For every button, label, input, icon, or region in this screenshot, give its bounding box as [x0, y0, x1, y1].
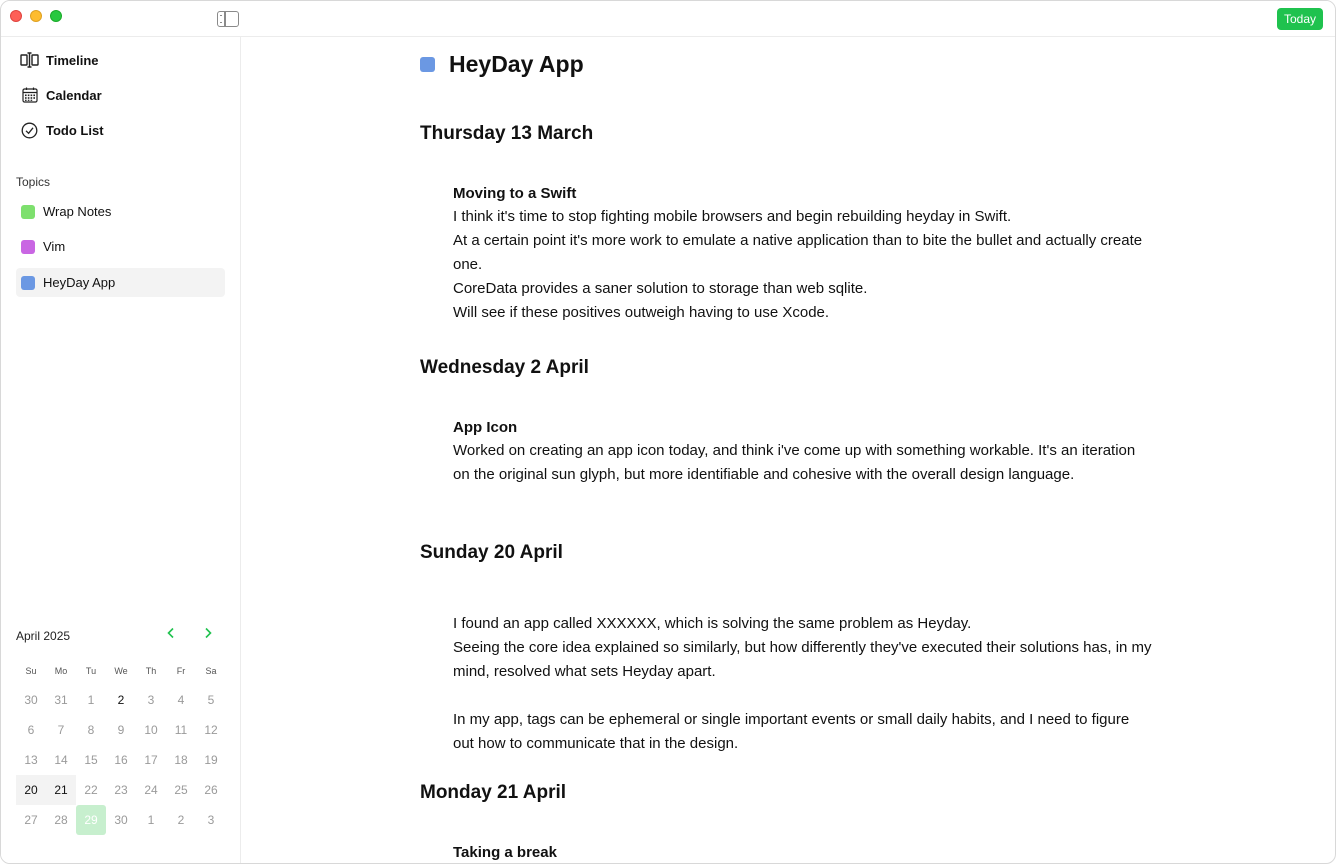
calendar-week-row — [16, 715, 226, 745]
next-month-button[interactable] — [198, 625, 218, 645]
topic-label: HeyDay App — [43, 275, 116, 290]
calendar-day[interactable]: 12 — [204, 723, 218, 737]
calendar-day[interactable]: 20 — [16, 775, 46, 805]
calendar-day[interactable]: 28 — [54, 813, 68, 827]
sidebar — [1, 37, 241, 864]
sidebar-item-label: Todo List — [46, 122, 104, 138]
calendar-week-row — [16, 685, 226, 715]
calendar-week-row — [16, 805, 226, 835]
topic-label: Vim — [43, 239, 66, 254]
calendar-day[interactable]: 21 — [46, 775, 76, 805]
calendar-day[interactable]: 26 — [204, 783, 218, 797]
topic-item-wrap-notes[interactable] — [16, 197, 225, 226]
calendar-day[interactable]: 10 — [144, 723, 158, 737]
paragraph-spacer — [453, 684, 1153, 708]
day-section — [420, 542, 1160, 756]
sidebar-item-timeline[interactable] — [13, 45, 225, 75]
topic-item-heyday-app[interactable] — [16, 268, 225, 297]
main-content — [242, 37, 1336, 864]
minimize-window-button[interactable] — [30, 10, 42, 22]
day-section — [420, 782, 1160, 864]
day-heading: Sunday 20 April — [420, 542, 563, 563]
today-button[interactable]: Today — [1277, 8, 1323, 30]
mini-calendar — [16, 657, 226, 835]
calendar-day[interactable]: 6 — [27, 723, 35, 737]
calendar-day-today[interactable]: 29 — [76, 805, 106, 835]
chevron-left-icon — [166, 626, 176, 644]
entry-line: Seeing the core idea explained so similarly, but how differently they've executed their solutions has, in my mind, resolved what sets Heyday apart. — [453, 639, 1152, 680]
chevron-right-icon — [203, 626, 213, 644]
entry-title: Moving to a Swift — [453, 185, 577, 202]
calendar-day[interactable]: 14 — [54, 753, 68, 767]
topic-item-vim[interactable] — [16, 232, 225, 261]
day-heading: Wednesday 2 April — [420, 357, 589, 378]
checkmark-circle-icon — [20, 121, 39, 140]
calendar-week-row — [16, 745, 226, 775]
calendar-day[interactable]: 13 — [24, 753, 38, 767]
topic-color-swatch — [21, 276, 35, 290]
weekday-label: Fr — [176, 666, 186, 676]
topic-label: Wrap Notes — [43, 204, 112, 219]
calendar-day[interactable]: 11 — [174, 723, 188, 737]
weekday-label: We — [114, 666, 128, 676]
calendar-day[interactable]: 2 — [117, 693, 125, 707]
calendar-day[interactable]: 1 — [147, 813, 155, 827]
calendar-weekday-row — [16, 657, 226, 685]
calendar-day[interactable]: 16 — [114, 753, 128, 767]
journal-entry[interactable] — [453, 612, 1153, 756]
entry-line: Worked on creating an app icon today, and think i've come up with something workable. It's an iteration on the original sun glyph, but more identifiable and cohesive with the overall design language. — [453, 442, 1136, 483]
sidebar-item-todo-list[interactable] — [13, 115, 225, 145]
calendar-day[interactable]: 7 — [57, 723, 65, 737]
calendar-day[interactable]: 25 — [174, 783, 188, 797]
calendar-day[interactable]: 4 — [177, 693, 185, 707]
entry-line: Will see if these positives outweigh having to use Xcode. — [453, 304, 830, 321]
calendar-day[interactable]: 8 — [87, 723, 95, 737]
calendar-day[interactable]: 19 — [204, 753, 218, 767]
day-section — [420, 123, 1160, 325]
calendar-day[interactable]: 30 — [114, 813, 128, 827]
weekday-label: Th — [145, 666, 157, 676]
sidebar-item-label: Calendar — [46, 87, 102, 103]
calendar-day[interactable]: 27 — [24, 813, 38, 827]
entry-title: Taking a break — [453, 844, 557, 861]
weekday-label: Mo — [54, 666, 68, 676]
calendar-day[interactable]: 15 — [84, 753, 98, 767]
weekday-label: Tu — [85, 666, 97, 676]
sidebar-item-label: Timeline — [46, 52, 99, 68]
calendar-day[interactable]: 9 — [117, 723, 125, 737]
entry-line: I think it's time to stop fighting mobile browsers and begin rebuilding heyday in Swift. — [453, 208, 1012, 225]
calendar-day[interactable]: 3 — [207, 813, 215, 827]
calendar-day[interactable]: 23 — [114, 783, 128, 797]
calendar-week-row — [16, 775, 226, 805]
topic-color-swatch — [420, 57, 435, 72]
weekday-label: Sa — [205, 666, 217, 676]
calendar-day[interactable]: 5 — [207, 693, 215, 707]
day-section — [420, 357, 1160, 487]
zoom-window-button[interactable] — [50, 10, 62, 22]
journal-entry[interactable] — [453, 842, 1153, 864]
page-title — [420, 51, 584, 78]
entry-line: In my app, tags can be ephemeral or single important events or small daily habits, and I need to figure out how to communicate that in the design. — [453, 711, 1130, 752]
close-window-button[interactable] — [10, 10, 22, 22]
entry-title: App Icon — [453, 419, 518, 436]
entry-line: I found an app called XXXXXX, which is solving the same problem as Heyday. — [453, 615, 972, 632]
calendar-day[interactable]: 1 — [87, 693, 95, 707]
calendar-month-title: April 2025 — [16, 629, 71, 643]
calendar-day[interactable]: 30 — [24, 693, 38, 707]
weekday-label: Su — [25, 666, 37, 676]
topic-color-swatch — [21, 205, 35, 219]
previous-month-button[interactable] — [161, 625, 181, 645]
journal-entry[interactable] — [453, 183, 1153, 325]
entry-line: CoreData provides a saner solution to storage than web sqlite. — [453, 280, 868, 297]
sidebar-toggle-icon[interactable] — [217, 11, 239, 27]
calendar-day[interactable]: 17 — [144, 753, 158, 767]
calendar-day[interactable]: 22 — [84, 783, 98, 797]
day-heading: Thursday 13 March — [420, 123, 594, 144]
entry-line: At a certain point it's more work to emulate a native application than to bite the bullet and actually create one. — [453, 232, 1143, 273]
calendar-day[interactable]: 3 — [147, 693, 155, 707]
journal-entry[interactable] — [453, 417, 1153, 487]
title-bar — [1, 1, 1335, 37]
topics-heading: Topics — [16, 175, 51, 189]
calendar-day[interactable]: 18 — [174, 753, 188, 767]
sidebar-item-calendar[interactable] — [13, 80, 225, 110]
calendar-day[interactable]: 24 — [144, 783, 158, 797]
timeline-icon — [20, 51, 39, 70]
calendar-day[interactable]: 2 — [177, 813, 185, 827]
page-title-text: HeyDay App — [449, 51, 584, 77]
topic-color-swatch — [21, 240, 35, 254]
calendar-icon — [20, 86, 39, 105]
day-heading: Monday 21 April — [420, 782, 567, 803]
calendar-day[interactable]: 31 — [54, 693, 68, 707]
